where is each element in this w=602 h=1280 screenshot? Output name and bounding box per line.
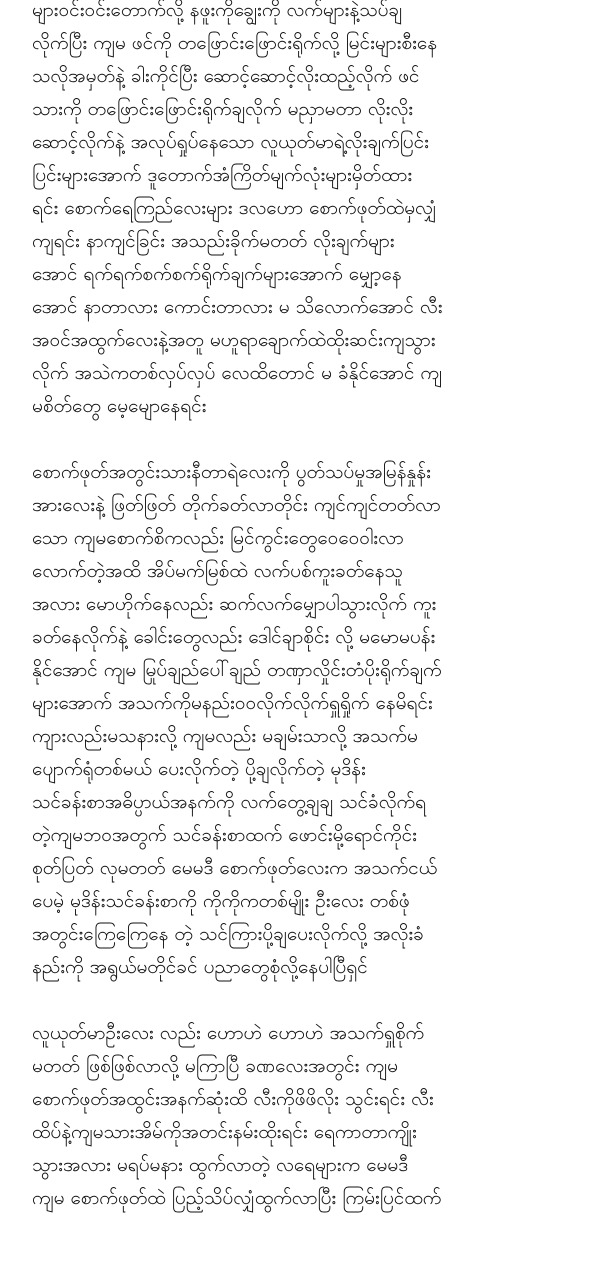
paragraph-gap — [32, 984, 584, 1017]
text-line: များအောက် အသက်ကိုမနည်း၀၀လိုက်လိုက်ရှူရှိုက် နေမိရင်း — [32, 692, 433, 714]
text-line: သားကို တဖြောင်းဖြောင်းရိုက်ချလိုက် မညှာမတာ လိုးလိုး — [32, 98, 414, 120]
text-line: အောင် နာတာလား ကောင်းတာလား မ သိလောက်အောင် လီး — [32, 296, 443, 318]
text-line: အဝင်အထွက်လေးနဲ့အတူ မဟူရာချောက်ထဲထိုးဆင်းကျသွား — [32, 329, 436, 351]
text-line: သလိုအမှတ်နဲ့ ခါးကိုင်ပြီး ဆောင့်ဆောင့်လိုးထည့်လိုက် ဖင် — [32, 65, 420, 87]
text-line: နိုင်အောင် ကျမ မြုပ်ချည်ပေါ်ချည် တဏှာလှိုင်းတံပိုးရိုက်ချက် — [32, 659, 442, 681]
text-line: ကျရင်း နာကျင်ခြင်း အသည်းခိုက်မတတ် လိုးချက်များ — [32, 230, 395, 252]
text-line: တဲ့ကျမဘ၀အတွက် သင်ခန်းစာထက် ဖောင်းမို့ရောင်ကိုင်း — [32, 824, 417, 846]
text-line: အောင် ရက်ရက်စက်စက်ရိုက်ချက်များအောက် မျှော့နေ — [32, 263, 402, 285]
text-line: လိုက်ပြီး ကျမ ဖင်ကို တဖြောင်းဖြောင်းရိုက်လို့ မြင်းများစီးနေ — [32, 32, 438, 54]
paragraph-1 — [32, 0, 584, 423]
text-line: လိုက် အသဲကတစ်လှပ်လှပ် လေထိတောင် မ ခံနိုင်အောင် ကျ — [32, 362, 443, 384]
text-line: စောက်ဖုတ်အထွင်းအနက်ဆုံးထိ လီးကိုဖိဖိလိုး သွင်းရင်း လီး — [32, 1088, 434, 1110]
text-line: ပျောက်ရုံတစ်မယ် ပေးလိုက်တဲ့ ပို့ချလိုက်တဲ့ မုဒိန်း — [32, 758, 366, 780]
text-line: ရင်း စောက်ရေကြည်လေးများ ဒလဟော စောက်ဖုတ်ထဲမှလျှံ — [32, 197, 437, 219]
text-line: အလား မောဟိုက်နေလည်း ဆက်လက်မျှောပါသွားလိုက် ကူး — [32, 593, 437, 615]
text-line: သင်ခန်းစာအဓိပ္ပာယ်အနက်ကို လက်တွေ့ချချ သင်ခံလိုက်ရ — [32, 791, 427, 813]
paragraph-3 — [32, 1017, 584, 1215]
text-line: လူယုတ်မာဦးလေး လည်း ဟောဟဲ ဟောဟဲ အသက်ရှူစိုက် — [32, 1022, 425, 1044]
text-line: အတွင်းကြေကြေနေ တဲ့ သင်ကြားပို့ချပေးလိုက်လို့ အလိုးခံ — [32, 923, 424, 945]
text-line: လောက်တဲ့အထိ အိပ်မက်မြစ်ထဲ လက်ပစ်ကူးခတ်နေသူ — [32, 560, 403, 582]
text-line: ခတ်နေလိုက်နဲ့ ခေါင်းတွေလည်း ဒေါင်ချာစိုင်း လို့ မမောမပန်း — [32, 626, 436, 648]
paragraph-2 — [32, 456, 584, 984]
text-line: စုတ်ပြတ် လုမတတ် မေမဒီ စောက်ဖုတ်လေးက အသက်ငယ် — [32, 857, 438, 879]
text-line: များဝင်းဝင်းတောက်လို့ နဖူးကိုချွေးကို လက်များနဲ့သပ်ချ — [32, 0, 403, 21]
text-line: မစိတ်တွေ မေ့မျောနေရင်း — [32, 395, 207, 417]
text-line: ပေမဲ့ မုဒိန်းသင်ခန်းစာကို ကိုကိုကတစ်မျိုး ဦးလေး တစ်ဖုံ — [32, 890, 410, 912]
text-line: မတတ် ဖြစ်ဖြစ်လာလို့ မကြာပြီ ခဏလေးအတွင်း ကျမ — [32, 1055, 398, 1077]
text-line: ကျားလည်းမသနားလို့ ကျမလည်း မချမ်းသာလို့ အသက်မ — [32, 725, 418, 747]
text-line: စောက်ဖုတ်အတွင်းသားနီတာရဲလေးကို ပွတ်သပ်မှုအမြန်နှုန်း — [32, 461, 431, 483]
text-line: ပြင်းများအောက် ဒူတောက်အံကြိတ်မျက်လုံးများမှိတ်ထား — [32, 164, 413, 186]
text-line: နည်းကို အရွယ်မတိုင်ခင် ပညာတွေစုံလို့နေပါပြီရှင် — [32, 956, 368, 978]
paragraph-gap — [32, 423, 584, 456]
text-line: အားလေးနဲ့ ဖြတ်ဖြတ် တိုက်ခတ်လာတိုင်း ကျင်ကျင်တတ်လာ — [32, 494, 441, 516]
text-line: သွားအလား မရပ်မနား ထွက်လာတဲ့ လရေများက မေမဒီ — [32, 1154, 409, 1176]
text-line: ဆောင့်လိုက်နဲ့ အလုပ်ရှုပ်နေသော လူယုတ်မာရဲ့လိုးချက်ပြင်း — [32, 131, 429, 153]
text-line: ကျမ စောက်ဖုတ်ထဲ ပြည့်သိပ်လျှံထွက်လာပြီး ကြမ်းပြင်ထက် — [32, 1187, 442, 1209]
text-line: ထိပ်နဲ့ကျမသားအိမ်ကိုအတင်းနမ်းထိုးရင်း ရေကာတာကျိုး — [32, 1121, 417, 1143]
text-line: သော ကျမစောက်စိကလည်း မြင်ကွင်းတွေဝေဝေဝါးလာ — [32, 527, 404, 549]
